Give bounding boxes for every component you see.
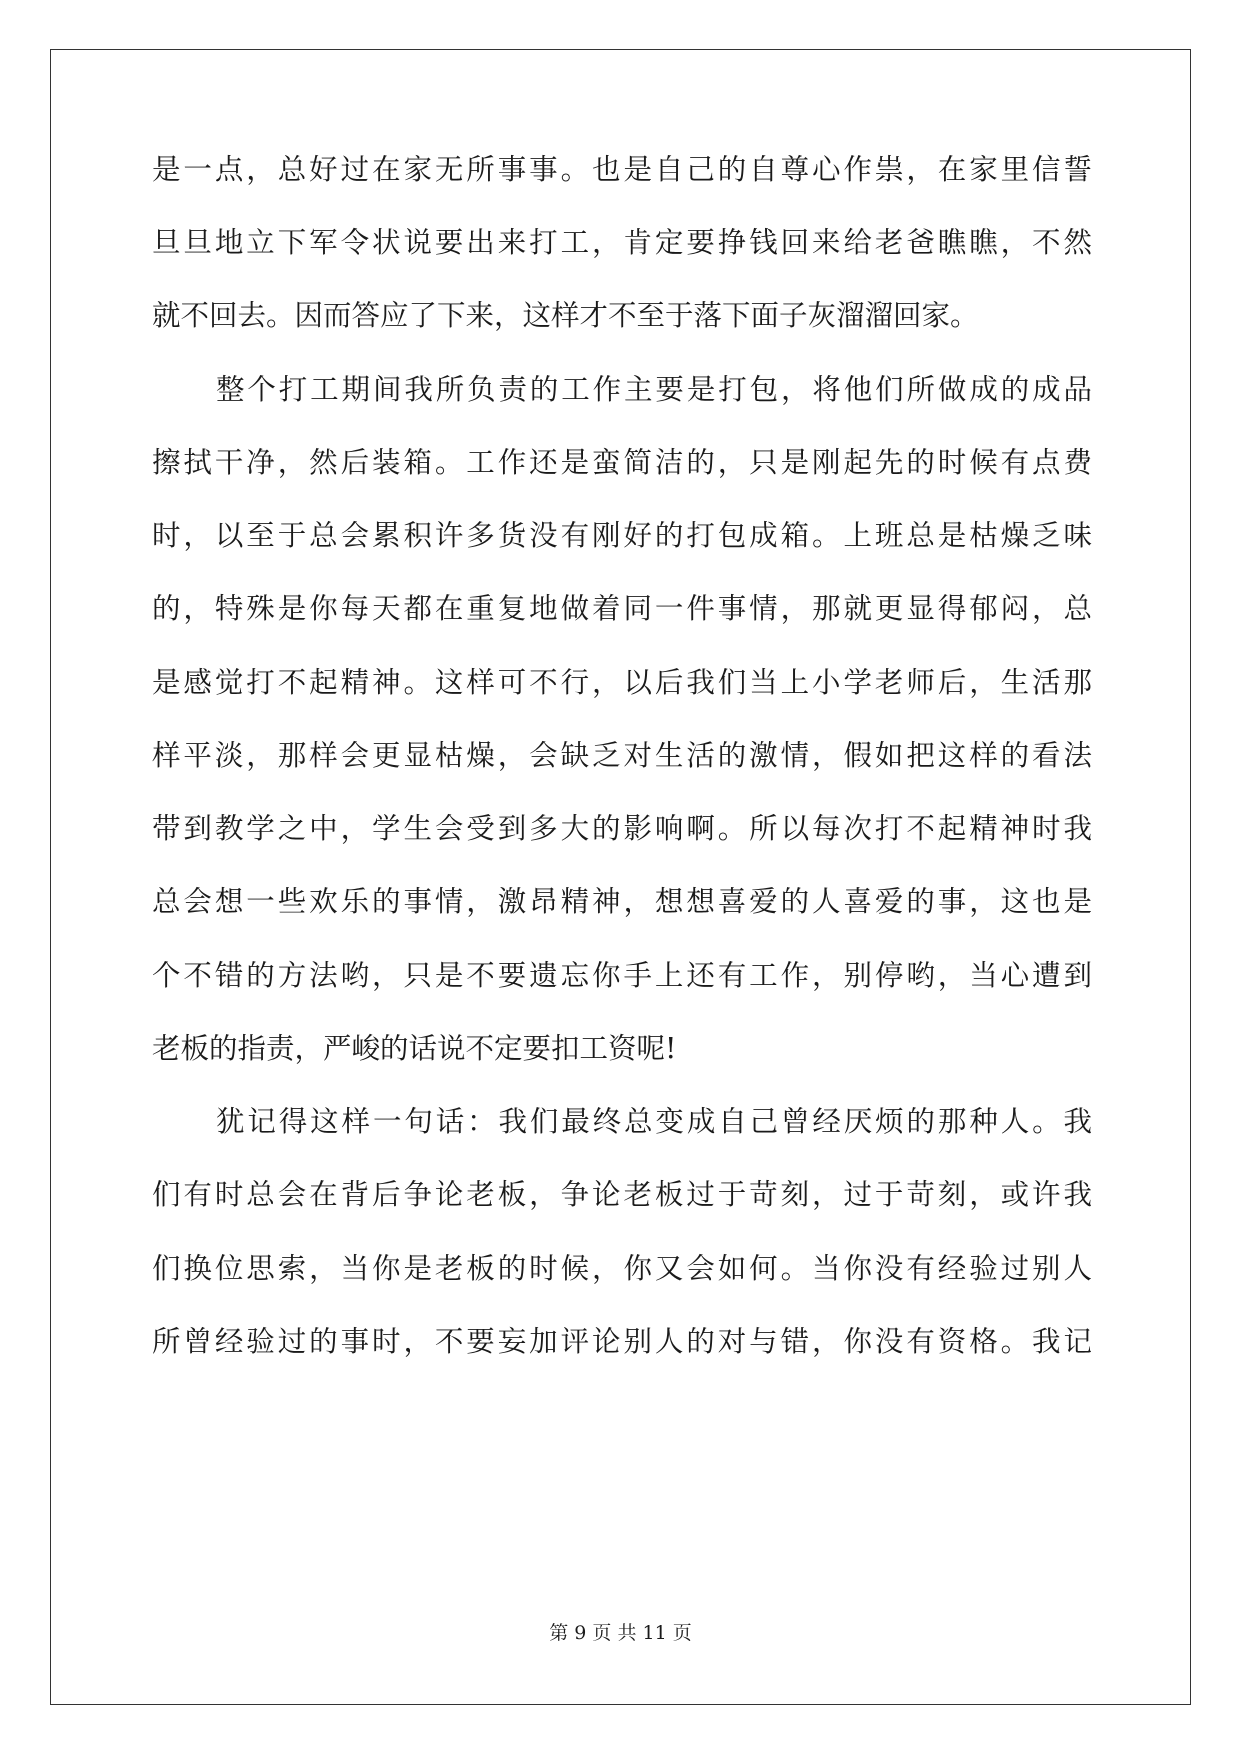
text-line: 是感觉打不起精神。这样可不行，以后我们当上小学老师后，生活那 (152, 666, 1092, 699)
paragraph-first-line: 整个打工期间我所负责的工作主要是打包，将他们所做成的成品 (216, 373, 1092, 406)
text-line: 所曾经验过的事时，不要妄加评论别人的对与错，你没有资格。我记 (152, 1325, 1092, 1358)
page-number-footer: 第 9 页 共 11 页 (549, 1622, 692, 1644)
text-line: 是一点，总好过在家无所事事。也是自己的自尊心作祟，在家里信誓 (152, 153, 1092, 186)
text-line: 们换位思索，当你是老板的时候，你又会如何。当你没有经验过别人 (152, 1252, 1092, 1285)
text-line: 个不错的方法哟，只是不要遗忘你手上还有工作，别停哟，当心遭到 (152, 959, 1092, 992)
paragraph-first-line: 犹记得这样一句话：我们最终总变成自己曾经厌烦的那种人。我 (216, 1105, 1092, 1138)
text-line: 就不回去。因而答应了下来，这样才不至于落下面子灰溜溜回家。 (152, 299, 979, 332)
text-line: 样平淡，那样会更显枯燥，会缺乏对生活的激情，假如把这样的看法 (152, 739, 1092, 772)
text-line: 时，以至于总会累积许多货没有刚好的打包成箱。上班总是枯燥乏味 (152, 519, 1092, 552)
text-line: 擦拭干净，然后装箱。工作还是蛮简洁的，只是刚起先的时候有点费 (152, 446, 1092, 479)
text-line: 旦旦地立下军令状说要出来打工，肯定要挣钱回来给老爸瞧瞧，不然 (152, 226, 1092, 259)
text-line: 们有时总会在背后争论老板，争论老板过于苛刻，过于苛刻，或许我 (152, 1178, 1092, 1211)
text-line: 老板的指责，严峻的话说不定要扣工资呢! (152, 1032, 677, 1065)
text-line: 总会想一些欢乐的事情，激昂精神，想想喜爱的人喜爱的事，这也是 (152, 885, 1092, 918)
text-line: 带到教学之中，学生会受到多大的影响啊。所以每次打不起精神时我 (152, 812, 1092, 845)
text-line: 的，特殊是你每天都在重复地做着同一件事情，那就更显得郁闷，总 (152, 592, 1092, 625)
